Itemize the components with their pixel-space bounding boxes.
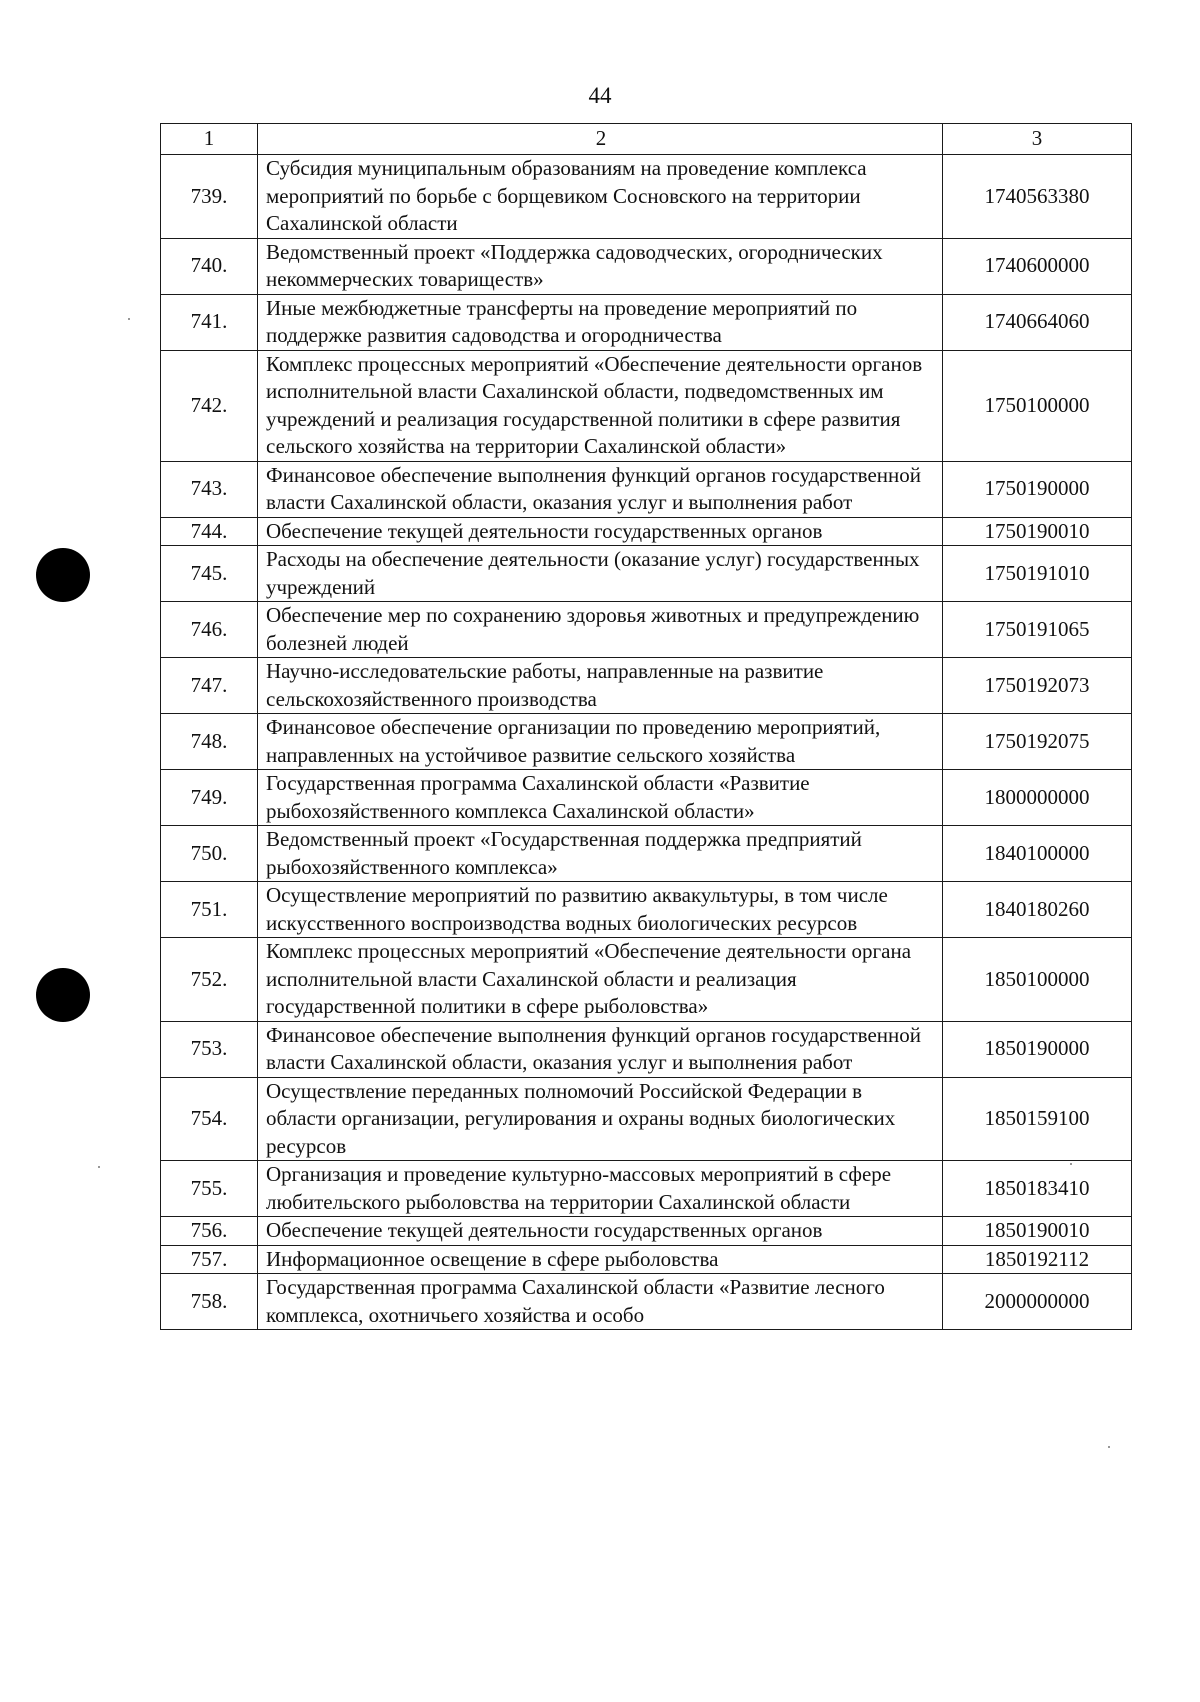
table-row xyxy=(161,1161,1132,1217)
row-number: 751. xyxy=(161,882,258,938)
row-code: 1750192073 xyxy=(943,658,1132,714)
row-number: 746. xyxy=(161,602,258,658)
row-name: Финансовое обеспечение выполнения функций органов государственной власти Сахалинской области, оказания услуг и выполнения работ xyxy=(258,1021,943,1077)
budget-code-table xyxy=(160,123,1132,1330)
row-number: 753. xyxy=(161,1021,258,1077)
row-code: 1850190010 xyxy=(943,1217,1132,1246)
row-number: 745. xyxy=(161,546,258,602)
row-number: 750. xyxy=(161,826,258,882)
table-row xyxy=(161,826,1132,882)
table-row xyxy=(161,882,1132,938)
scan-speck xyxy=(1108,1446,1110,1448)
row-name: Комплекс процессных мероприятий «Обеспечение деятельности органов исполнительной власти Сахалинской области, подведомственных им учреждений и реализация государственной политики в сфере развития сельского хозяйства на территории Сахалинской области» xyxy=(258,350,943,461)
table-row xyxy=(161,546,1132,602)
header-col-3: 3 xyxy=(943,124,1132,155)
table-row xyxy=(161,714,1132,770)
row-code: 1850192112 xyxy=(943,1245,1132,1274)
row-number: 755. xyxy=(161,1161,258,1217)
table-row xyxy=(161,1217,1132,1246)
header-col-1: 1 xyxy=(161,124,258,155)
header-col-2: 2 xyxy=(258,124,943,155)
row-name: Ведомственный проект «Государственная поддержка предприятий рыбохозяйственного комплекса» xyxy=(258,826,943,882)
table-row xyxy=(161,1077,1132,1161)
row-number: 743. xyxy=(161,461,258,517)
row-number: 752. xyxy=(161,938,258,1022)
row-code: 1750191065 xyxy=(943,602,1132,658)
row-number: 748. xyxy=(161,714,258,770)
page-number: 44 xyxy=(588,83,612,108)
row-name: Государственная программа Сахалинской области «Развитие лесного комплекса, охотничьего хозяйства и особо xyxy=(258,1274,943,1330)
row-code: 1750192075 xyxy=(943,714,1132,770)
table-row xyxy=(161,1245,1132,1274)
row-name: Обеспечение текущей деятельности государственных органов xyxy=(258,1217,943,1246)
row-number: 739. xyxy=(161,155,258,239)
row-name: Комплекс процессных мероприятий «Обеспечение деятельности органа исполнительной власти Сахалинской области и реализация государственной политики в сфере рыболовства» xyxy=(258,938,943,1022)
table-row xyxy=(161,238,1132,294)
table-row xyxy=(161,1274,1132,1330)
row-number: 758. xyxy=(161,1274,258,1330)
table-row xyxy=(161,602,1132,658)
table-row xyxy=(161,517,1132,546)
table-row xyxy=(161,350,1132,461)
table-row xyxy=(161,155,1132,239)
row-code: 1840100000 xyxy=(943,826,1132,882)
row-code: 2000000000 xyxy=(943,1274,1132,1330)
table-row xyxy=(161,938,1132,1022)
row-code: 1750190000 xyxy=(943,461,1132,517)
row-name: Расходы на обеспечение деятельности (оказание услуг) государственных учреждений xyxy=(258,546,943,602)
row-code: 1850100000 xyxy=(943,938,1132,1022)
row-code: 1840180260 xyxy=(943,882,1132,938)
row-name: Ведомственный проект «Поддержка садоводческих, огороднических некоммерческих товариществ» xyxy=(258,238,943,294)
row-number: 756. xyxy=(161,1217,258,1246)
row-code: 1750100000 xyxy=(943,350,1132,461)
row-number: 749. xyxy=(161,770,258,826)
row-name: Финансовое обеспечение организации по проведению мероприятий, направленных на устойчивое развитие сельского хозяйства xyxy=(258,714,943,770)
row-code: 1740664060 xyxy=(943,294,1132,350)
row-number: 742. xyxy=(161,350,258,461)
row-name: Государственная программа Сахалинской области «Развитие рыбохозяйственного комплекса Сахалинской области» xyxy=(258,770,943,826)
table-row xyxy=(161,770,1132,826)
row-name: Информационное освещение в сфере рыболовства xyxy=(258,1245,943,1274)
row-code: 1850183410 xyxy=(943,1161,1132,1217)
row-number: 747. xyxy=(161,658,258,714)
row-code: 1800000000 xyxy=(943,770,1132,826)
row-name: Финансовое обеспечение выполнения функций органов государственной власти Сахалинской области, оказания услуг и выполнения работ xyxy=(258,461,943,517)
row-code: 1850159100 xyxy=(943,1077,1132,1161)
row-name: Обеспечение текущей деятельности государственных органов xyxy=(258,517,943,546)
scan-speck xyxy=(128,318,130,320)
punch-hole xyxy=(36,548,90,602)
punch-hole xyxy=(36,968,90,1022)
row-number: 754. xyxy=(161,1077,258,1161)
table-header-row xyxy=(161,124,1132,155)
table-row xyxy=(161,294,1132,350)
row-code: 1750191010 xyxy=(943,546,1132,602)
table-row xyxy=(161,461,1132,517)
table-body xyxy=(161,124,1132,1330)
row-number: 741. xyxy=(161,294,258,350)
row-name: Осуществление мероприятий по развитию аквакультуры, в том числе искусственного воспроизводства водных биологических ресурсов xyxy=(258,882,943,938)
row-name: Организация и проведение культурно-массовых мероприятий в сфере любительского рыболовства на территории Сахалинской области xyxy=(258,1161,943,1217)
row-code: 1850190000 xyxy=(943,1021,1132,1077)
scan-speck xyxy=(98,1166,100,1168)
row-code: 1750190010 xyxy=(943,517,1132,546)
row-code: 1740600000 xyxy=(943,238,1132,294)
table-row xyxy=(161,1021,1132,1077)
scan-speck xyxy=(1070,1163,1072,1165)
row-name: Иные межбюджетные трансферты на проведение мероприятий по поддержке развития садоводства и огородничества xyxy=(258,294,943,350)
row-name: Научно-исследовательские работы, направленные на развитие сельскохозяйственного производства xyxy=(258,658,943,714)
row-code: 1740563380 xyxy=(943,155,1132,239)
row-name: Осуществление переданных полномочий Российской Федерации в области организации, регулирования и охраны водных биологических ресурсов xyxy=(258,1077,943,1161)
row-number: 744. xyxy=(161,517,258,546)
row-number: 740. xyxy=(161,238,258,294)
row-name: Обеспечение мер по сохранению здоровья животных и предупреждению болезней людей xyxy=(258,602,943,658)
row-number: 757. xyxy=(161,1245,258,1274)
table-row xyxy=(161,658,1132,714)
row-name: Субсидия муниципальным образованиям на проведение комплекса мероприятий по борьбе с борщевиком Сосновского на территории Сахалинской области xyxy=(258,155,943,239)
